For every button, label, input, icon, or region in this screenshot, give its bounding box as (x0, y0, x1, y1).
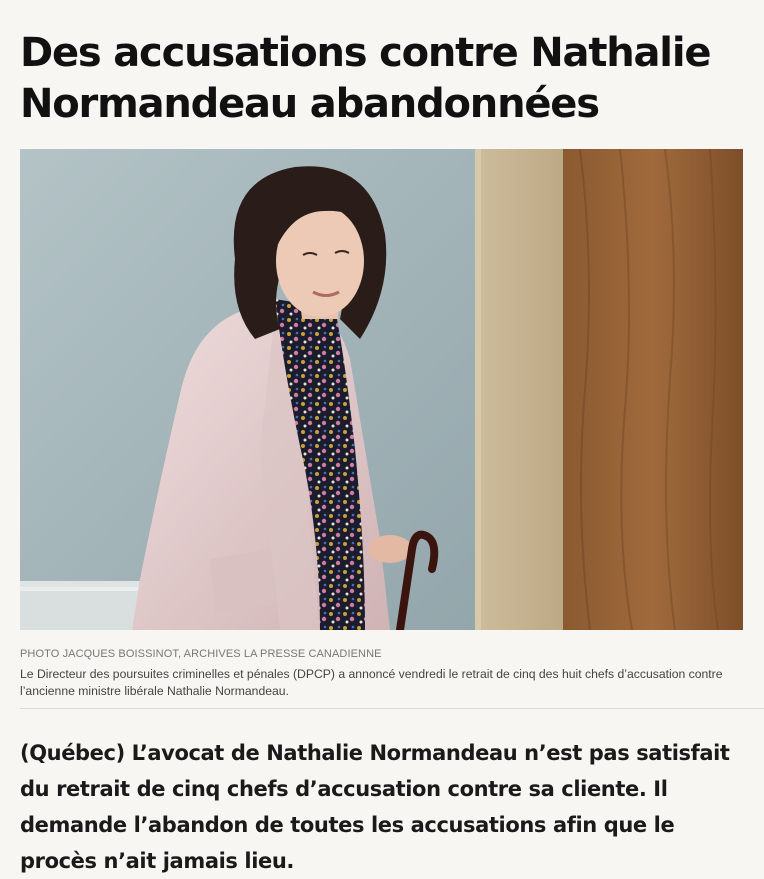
photo-credit: PHOTO JACQUES BOISSINOT, ARCHIVES LA PRESSE CANADIENNE (20, 648, 382, 660)
photo-illustration (20, 149, 743, 630)
article (20, 0, 744, 873)
article-photo (20, 149, 743, 630)
article-lead: (Québec) L’avocat de Nathalie Normandeau n’est pas satisfait du retrait de cinq chefs d’accusation contre sa cliente. Il demande l’abandon de toutes les accusations afin que le procès n’ait jamais lieu. (20, 741, 730, 873)
article-headline: Des accusations contre Nathalie Normandeau abandonnées (20, 30, 711, 127)
divider (20, 708, 764, 709)
photo-caption: Le Directeur des poursuites criminelles et pénales (DPCP) a annoncé vendredi le retrait de cinq des huit chefs d’accusation contre l’ancienne ministre libérale Nathalie Normandeau. (20, 667, 723, 698)
